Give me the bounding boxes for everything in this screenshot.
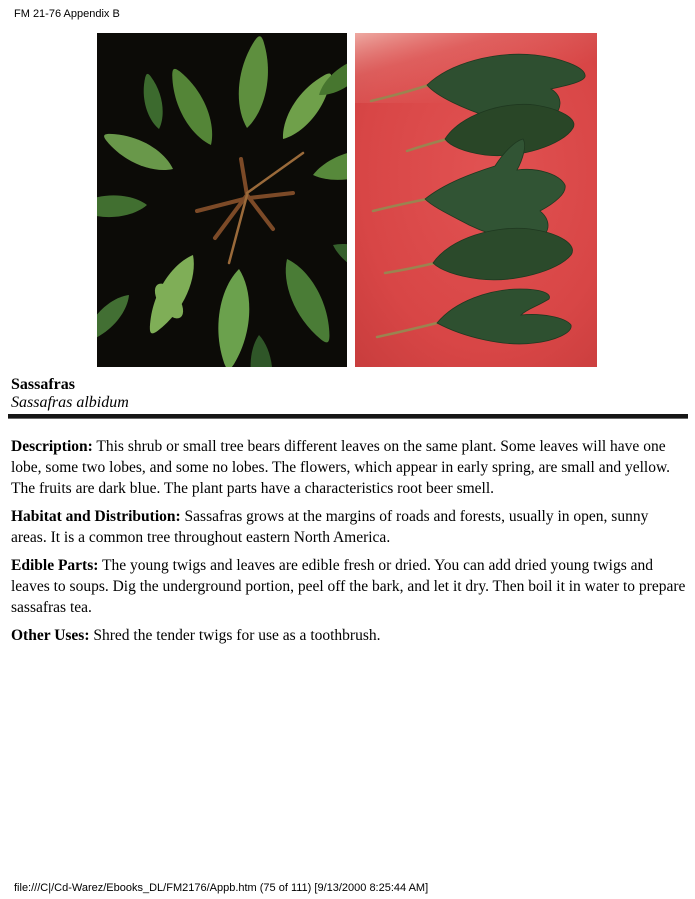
sassafras-leaves-photo	[355, 33, 597, 367]
section-divider	[8, 414, 688, 419]
description-label: Description:	[11, 438, 93, 455]
photo-row	[97, 33, 597, 367]
file-path-status: file:///C|/Cd-Warez/Ebooks_DL/FM2176/Appb.htm (75 of 111) [9/13/2000 8:25:44 AM]	[14, 882, 429, 894]
habitat-text: Sassafras grows at the margins of roads and forests, usually in open, sunny areas. It is a common tree throughout eastern North America.	[11, 508, 649, 546]
other-uses-text: Shred the tender twigs for use as a toothbrush.	[93, 627, 381, 644]
plant-scientific-name: Sassafras albidum	[11, 394, 129, 411]
description-text: This shrub or small tree bears different leaves on the same plant. Some leaves will have one lobe, some two lobes, and some no lobes. The flowers, which appear in early spring, are small and yellow. The fruits are dark blue. The plant parts have a characteristics root beer smell.	[11, 438, 671, 497]
plant-title-block	[11, 376, 129, 412]
plant-common-name: Sassafras	[11, 376, 76, 393]
sassafras-plant-photo	[97, 33, 347, 367]
page-header: FM 21-76 Appendix B	[14, 8, 120, 20]
other-uses-section	[11, 625, 687, 646]
habitat-label: Habitat and Distribution:	[11, 508, 181, 525]
edible-parts-text: The young twigs and leaves are edible fresh or dried. You can add dried young twigs and leaves to soups. Dig the underground portion, peel off the bark, and let it dry. Then boil it in water to prepare sassafras tea.	[11, 557, 686, 616]
other-uses-label: Other Uses:	[11, 627, 90, 644]
edible-parts-label: Edible Parts:	[11, 557, 99, 574]
edible-parts-section	[11, 555, 687, 618]
description-section	[11, 436, 687, 499]
plant-description-sections	[11, 436, 687, 653]
habitat-section	[11, 506, 687, 548]
